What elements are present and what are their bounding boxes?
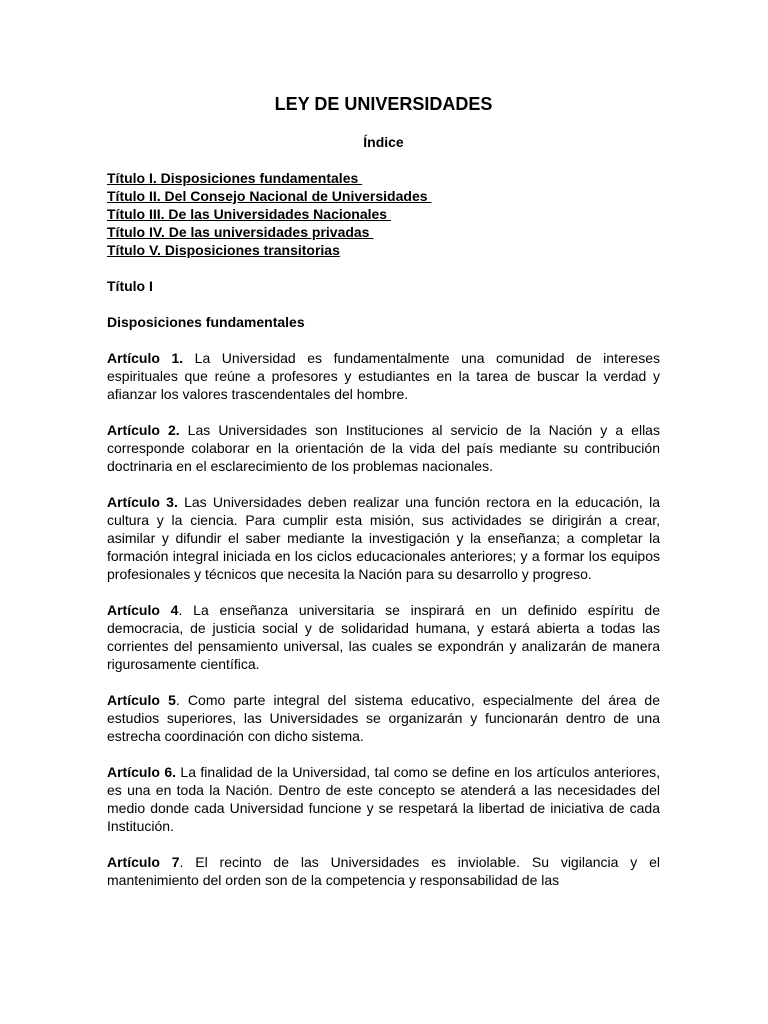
article-7 bbox=[107, 853, 660, 889]
article-text: Las Universidades son Instituciones al servicio de la Nación y a ellas corresponde colaborar en la orientación de la vida del país mediante su contribución doctrinaria en el esclarecimiento de los problemas nacionales. bbox=[107, 422, 660, 474]
section-subtitle: Disposiciones fundamentales bbox=[107, 314, 305, 330]
document-title: LEY DE UNIVERSIDADES bbox=[274, 94, 493, 114]
toc-link-titulo-1[interactable]: Título I. Disposiciones fundamentales bbox=[107, 170, 363, 186]
article-label: Artículo 7 bbox=[107, 854, 180, 870]
toc-link-titulo-3[interactable]: Título III. De las Universidades Nacionales bbox=[107, 206, 391, 222]
article-4 bbox=[107, 601, 660, 673]
article-6 bbox=[107, 763, 660, 835]
article-text: Las Universidades deben realizar una función rectora en la educación, la cultura y la ciencia. Para cumplir esta misión, sus actividades se dirigirán a crear, asimilar y difundir el saber mediante la investigación y la enseñanza; a completar la formación integral iniciada en los ciclos educacionales anteriores; y a formar los equipos profesionales y técnicos que necesita la Nación para su desarrollo y progreso. bbox=[107, 494, 660, 582]
article-1 bbox=[107, 349, 660, 403]
article-text: . El recinto de las Universidades es inviolable. Su vigilancia y el mantenimiento del orden son de la competencia y responsabilidad de las bbox=[107, 854, 660, 888]
article-label: Artículo 4 bbox=[107, 602, 179, 618]
article-3 bbox=[107, 493, 660, 583]
toc-link-titulo-2[interactable]: Título II. Del Consejo Nacional de Universidades bbox=[107, 188, 432, 204]
toc-link-titulo-4[interactable]: Título IV. De las universidades privadas bbox=[107, 224, 374, 240]
article-label: Artículo 3. bbox=[107, 494, 178, 510]
toc-link-titulo-5[interactable]: Título V. Disposiciones transitorias bbox=[107, 242, 340, 258]
article-label: Artículo 5 bbox=[107, 692, 176, 708]
article-text: La Universidad es fundamentalmente una comunidad de intereses espirituales que reúne a profesores y estudiantes en la tarea de buscar la verdad y afianzar los valores trascendentales del hombre. bbox=[107, 350, 660, 402]
article-label: Artículo 1. bbox=[107, 350, 184, 366]
section-title: Título I bbox=[107, 278, 153, 294]
article-text: La finalidad de la Universidad, tal como se define en los artículos anteriores, es una en toda la Nación. Dentro de este concepto se atenderá a las necesidades del medio donde cada Universidad funcione y se respetará la libertad de iniciativa de cada Institución. bbox=[107, 764, 660, 834]
document-page bbox=[107, 93, 660, 889]
table-of-contents bbox=[107, 169, 660, 259]
index-heading: Índice bbox=[363, 134, 404, 150]
article-5 bbox=[107, 691, 660, 745]
article-2 bbox=[107, 421, 660, 475]
article-label: Artículo 2. bbox=[107, 422, 180, 438]
article-text: . La enseñanza universitaria se inspirará en un definido espíritu de democracia, de justicia social y de solidaridad humana, y estará abierta a todas las corrientes del pensamiento universal, las cuales se expondrán y analizarán de manera rigurosamente científica. bbox=[107, 602, 660, 672]
article-text: . Como parte integral del sistema educativo, especialmente del área de estudios superiores, las Universidades se organizarán y funcionarán dentro de una estrecha coordinación con dicho sistema. bbox=[107, 692, 660, 744]
article-label: Artículo 6. bbox=[107, 764, 176, 780]
